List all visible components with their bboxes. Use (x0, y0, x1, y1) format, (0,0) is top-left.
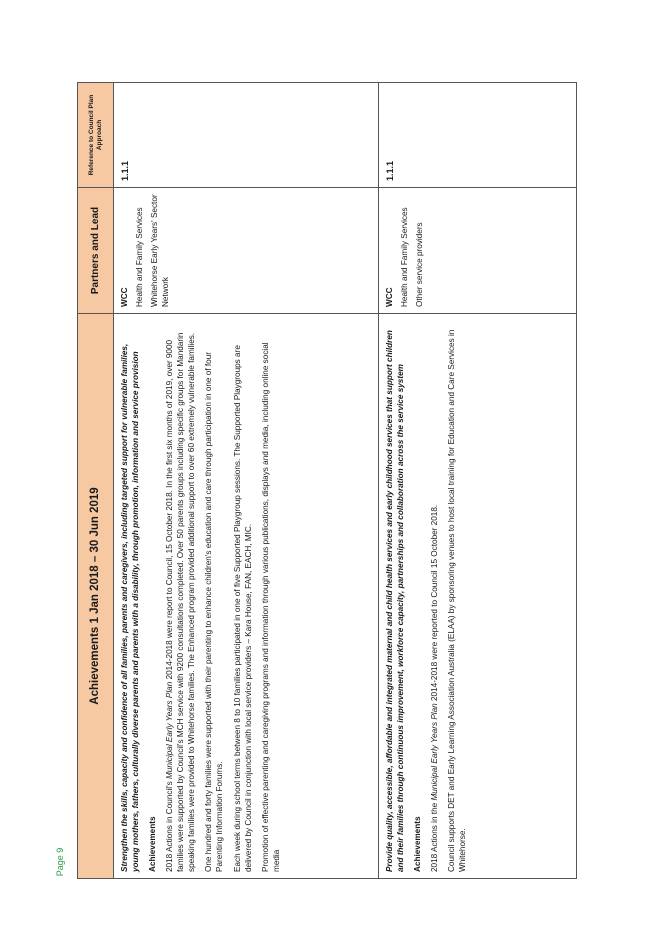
partner-item: Health and Family Services (400, 207, 410, 307)
reference-value: 1.1.1 (120, 160, 130, 181)
achievements-header: Achievements 1 Jan 2018 – 30 Jun 2019 (78, 314, 114, 879)
achievements-cell (379, 314, 577, 879)
achievements-subheading: Achievements (148, 816, 158, 872)
achievement-paragraph: Promotion of effective parenting and caregiving programs and information through various publications, displays and media, including online social media (260, 342, 281, 872)
partners-header: Partners and Lead (78, 188, 114, 314)
partners-cell (114, 188, 379, 314)
partners-cell (379, 188, 577, 314)
achievement-paragraph: 2018 Actions in the Municipal Early Years Plan 2014-2018 were reported to Council 15 October 2018. (430, 504, 440, 872)
table-row (379, 83, 577, 879)
reference-cell (114, 83, 379, 188)
achievement-paragraph: 2018 Actions in Council's Municipal Early Years Plan 2014-2018 were report to Council, 15 October 2018. In the first six months of 2019, over 9000 families were supported by Council's MCH service with 9200 consultations completed. Over 50 parents groups including specific groups for Mandarin speaking families were provided to Whitehorse families. The Enhanced program provided additional support to over 60 extremely vulnerable families. (165, 332, 197, 872)
reference-value: 1.1.1 (385, 160, 395, 181)
achievements-subheading: Achievements (413, 816, 423, 872)
achievement-paragraph: Each week during school terms between 8 to 10 families participated in one of five Supported Playgroup sessions. The Supported Playgroups are delivered by Council in conjunction with local service providers – Kara House, FAN, EACH, MIC. (232, 345, 253, 872)
achievements-table (77, 82, 577, 879)
partner-item: Health and Family Services (135, 207, 145, 307)
partner-item: WCC (120, 287, 129, 307)
reference-header: Reference to Council Plan Approach (78, 83, 114, 188)
goal-text: Provide quality, accessible, affordable and integrated maternal and child health services and early childhood services that support children and their families through continuous improvement, workforce capacity, partnerships and collaboration across the service system (385, 330, 406, 872)
partner-item: Whitehorse Early Years' Sector Network (150, 194, 171, 307)
goal-text: Strengthen the skills, capacity and confidence of all families, parents and caregivers, including targeted support for vulnerable families, young mothers, fathers, culturally diverse parents and parents with a disability, through promotion, information and service provision (120, 343, 141, 872)
partner-item: Other service providers (415, 222, 425, 307)
partner-item: WCC (385, 287, 394, 307)
rotated-table-container (77, 83, 577, 879)
page-number: Page 9 (55, 847, 65, 877)
table-row (114, 83, 379, 879)
table-header-row (78, 83, 114, 879)
achievements-cell (114, 314, 379, 879)
achievement-paragraph: Council supports DET and Early Learning Association Australia (ELAA) by sponsoring venues to host local training for Education and Care Services in Whitehorse. (447, 329, 468, 872)
reference-cell (379, 83, 577, 188)
achievement-paragraph: One hundred and forty families were supported with their parenting to enhance children's education and care through participation in one of four Parenting Information Forums. (204, 352, 225, 872)
